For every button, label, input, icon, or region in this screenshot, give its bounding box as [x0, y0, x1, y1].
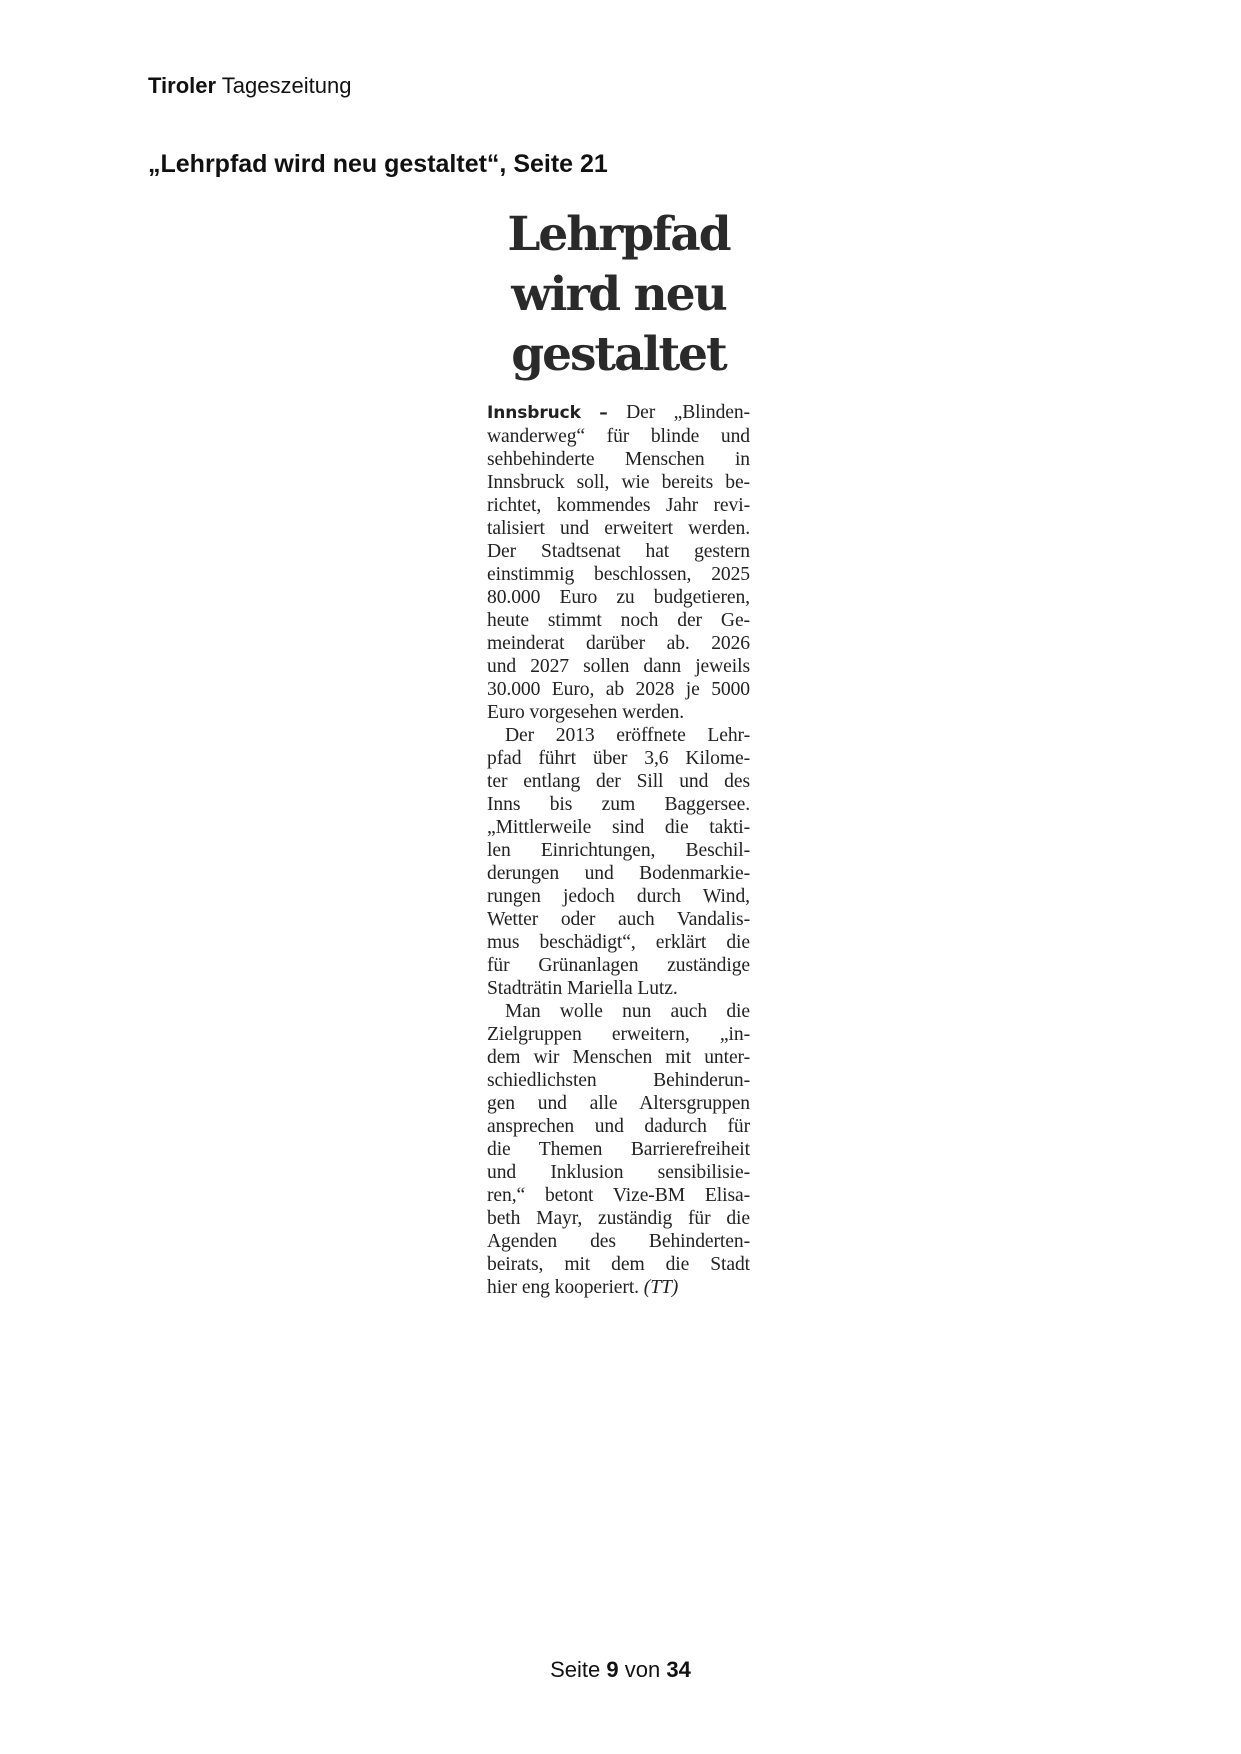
article-line: für Grünanlagen zuständige [487, 955, 750, 976]
article-line: Agenden des Behinderten- [487, 1231, 750, 1252]
article-headline [487, 205, 750, 385]
article-line: derungen und Bodenmarkie- [487, 863, 750, 884]
article-line: 30.000 Euro, ab 2028 je 5000 [487, 679, 750, 700]
article-line: schiedlichsten Behinderun- [487, 1070, 750, 1091]
headline-line: Lehrpfad [507, 207, 730, 262]
article-line: und Inklusion sensibilisie- [487, 1162, 750, 1183]
article-line: Zielgruppen erweitern, „in- [487, 1024, 750, 1045]
article-line: len Einrichtungen, Beschil- [487, 840, 750, 861]
article-line: sehbehinderte Menschen in [487, 449, 750, 470]
first-line-text: Der „Blinden- [626, 402, 750, 423]
page-label: Seite [550, 1657, 601, 1682]
newspaper-clipping [487, 205, 750, 1299]
publication-name [148, 72, 351, 100]
article-line: dem wir Menschen mit unter- [487, 1047, 750, 1068]
article-line: Innsbruck soll, wie bereits be- [487, 472, 750, 493]
article-line [487, 1276, 750, 1299]
headline-line: gestaltet [511, 327, 726, 382]
page-of-label: von [624, 1657, 661, 1682]
article-reference-title: „Lehrpfad wird neu gestaltet“, Seite 21 [148, 150, 608, 178]
headline-line: wird neu [511, 267, 726, 322]
page-current: 9 [606, 1657, 619, 1682]
article-line [487, 401, 750, 425]
article-line: ren,“ betont Vize-BM Elisa- [487, 1185, 750, 1206]
article-line: Man wolle nun auch die [505, 1001, 750, 1022]
article-line: ansprechen und dadurch für [487, 1116, 750, 1137]
article-line: Euro vorgesehen werden. [487, 702, 685, 723]
article-line: Wetter oder auch Vandalis- [487, 909, 750, 930]
article-line: Der 2013 eröffnete Lehr- [505, 725, 750, 746]
article-line: die Themen Barrierefreiheit [487, 1139, 750, 1160]
article-line: pfad führt über 3,6 Kilome- [487, 748, 750, 769]
article-line: richtet, kommendes Jahr revi- [487, 495, 750, 516]
publication-name-bold: Tiroler [148, 73, 217, 98]
article-line: beirats, mit dem die Stadt [487, 1254, 750, 1275]
article-dateline: Innsbruck [487, 403, 581, 423]
article-line: rungen jedoch durch Wind, [487, 886, 750, 907]
article-signature: (TT) [643, 1277, 679, 1298]
page-footer [0, 1656, 1241, 1684]
article-line: ter entlang der Sill und des [487, 771, 750, 792]
article-line: Der Stadtsenat hat gestern [487, 541, 750, 562]
article-body [487, 401, 750, 1299]
page-total: 34 [666, 1657, 691, 1682]
dateline-dash: – [599, 403, 608, 423]
publication-name-rest: Tageszeitung [221, 73, 352, 98]
article-line: wanderweg“ für blinde und [487, 426, 750, 447]
article-line: Stadträtin Mariella Lutz. [487, 978, 678, 999]
article-line: beth Mayr, zuständig für die [487, 1208, 750, 1229]
article-line: und 2027 sollen dann jeweils [487, 656, 750, 677]
article-line: „Mittlerweile sind die takti- [487, 817, 750, 838]
article-line: meinderat darüber ab. 2026 [487, 633, 750, 654]
article-line: talisiert und erweitert werden. [487, 518, 750, 539]
last-line-text: hier eng kooperiert. [487, 1277, 639, 1298]
article-line: einstimmig beschlossen, 2025 [487, 564, 750, 585]
article-line: mus beschädigt“, erklärt die [487, 932, 750, 953]
article-line: Inns bis zum Baggersee. [487, 794, 750, 815]
article-line: heute stimmt noch der Ge- [487, 610, 750, 631]
article-line: gen und alle Altersgruppen [487, 1093, 750, 1114]
article-line: 80.000 Euro zu budgetieren, [487, 587, 750, 608]
